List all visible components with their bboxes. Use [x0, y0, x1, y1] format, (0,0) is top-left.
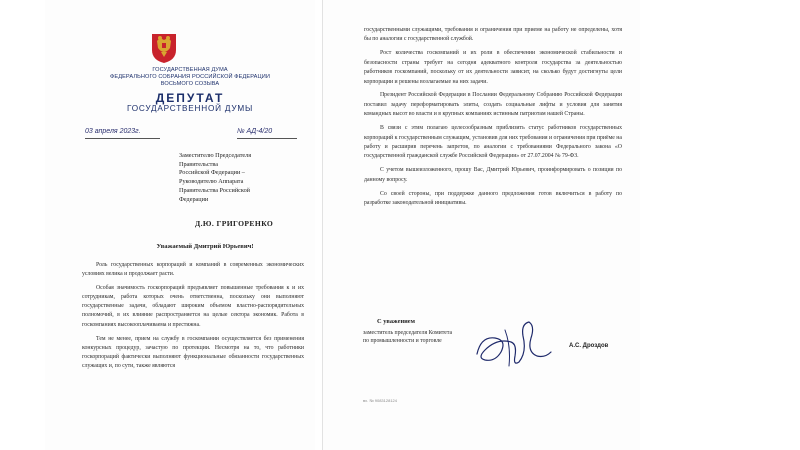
body-paragraph: Президент Российской Федерации в Послании Федеральному Собранию Российской Федерации поставил задачу переформатировать элиты, создать социальные лифты и условия для занятия командных высот во власти и в крупных компаниях истинным патриотам нашей Страны.: [364, 92, 622, 118]
coat-of-arms-icon: [149, 30, 179, 64]
letterhead-subtitle: ГОСУДАРСТВЕННОЙ ДУМЫ: [126, 104, 253, 113]
addressee-line: Федерации: [179, 195, 209, 203]
addressee-line: Правительства: [179, 160, 218, 168]
body-paragraph: Особая значимость госкорпораций предъявляет повышенные требования к и их сотрудникам, работа которых очень ответственна, поскольку они выполняют государственные задачи, обладают широким объемом властно-распорядительных полномочий, в их влияние распространяется на целые сектора экономик. Работа в госкомпаниях высокооплачиваема и престижна.: [82, 285, 304, 328]
body-paragraph: Со своей стороны, при поддержке данного предложения готов включиться в работу по разработке законодательной инициативы.: [364, 190, 622, 206]
addressee-line: Правительства Российской: [179, 186, 250, 194]
signer-position-line: по промышленности и торговле: [363, 338, 442, 345]
issuer-line: ГОСУДАРСТВЕННАЯ ДУМА: [152, 67, 228, 73]
body-paragraph: Тем не менее, прием на службу в госкомпании осуществляется без применения конкурсных процедур, зачастую по протекции. Несмотря на то, что работники госкорпораций фактически выполняют функциональные обязанности государственных служащих и, по сути, также являются: [82, 335, 304, 369]
addressee-line: Заместителю Председателя: [179, 152, 252, 159]
letter-page-1: [45, 0, 315, 450]
registration-number: вх. № 9083128124: [363, 398, 397, 403]
addressee-name: Д.Ю. ГРИГОРЕНКО: [195, 219, 274, 228]
letter-number: № АД-4/20: [237, 128, 297, 139]
signer-position-line: заместитель председателя Комитета: [363, 330, 453, 336]
letter-page-2: [322, 0, 640, 450]
letter-date: 03 апреля 2023г.: [85, 128, 160, 139]
closing-phrase: С уважением: [377, 318, 415, 325]
body-paragraph: В связи с этим полагаю целесообразным приблизить статус работников государственных корпораций к государственным служащим, установив для них требования и ограничения при приёме на работу и расширив перечень запретов, по аналогии с требованиями Федерального закона «О государственной гражданской службе Российской Федерации» от 27.07.2004 № 79-ФЗ.: [364, 125, 622, 160]
issuer-line: ВОСЬМОГО СОЗЫВА: [160, 81, 220, 87]
addressee-block: [179, 152, 301, 204]
addressee-line: Руководителю Аппарата: [179, 178, 244, 186]
letterhead-title: ДЕПУТАТ: [155, 91, 225, 105]
signer-name: А.С. Дроздов: [569, 343, 609, 349]
issuer-header: [95, 67, 285, 88]
addressee-line: Российской Федерации –: [179, 169, 245, 177]
body-paragraph: Роль государственных корпораций и компаний в современных экономических условиях велика и продолжает расти.: [82, 262, 304, 278]
body-paragraph: государственными служащими, требования и ограничения при приеме на работу не определены, хотя бы по аналогии с государственной службой.: [364, 27, 622, 43]
body-paragraph: Рост количества госкомпаний и их роли в обеспечении экономической стабильности и безопасности страны требует на сегодня адекватного контроля государства за деятельностью работников госкомпаний, поскольку от их деятельности зависит, на сколько будут достигнуты цели корпорации и решены возлагаемые на них задачи.: [364, 50, 622, 85]
body-paragraph: С учетом вышеизложенного, прошу Вас, Дмитрий Юрьевич, проинформировать о позиции по данному вопросу.: [364, 167, 622, 183]
salutation: Уважаемый Дмитрий Юрьевич!: [156, 243, 254, 250]
handwritten-signature: [471, 316, 553, 370]
letter-body-page-1: [82, 261, 304, 376]
letter-body-page-2: [364, 26, 622, 213]
issuer-line: ФЕДЕРАЛЬНОГО СОБРАНИЯ РОССИЙСКОЙ ФЕДЕРАЦИИ: [110, 74, 270, 80]
